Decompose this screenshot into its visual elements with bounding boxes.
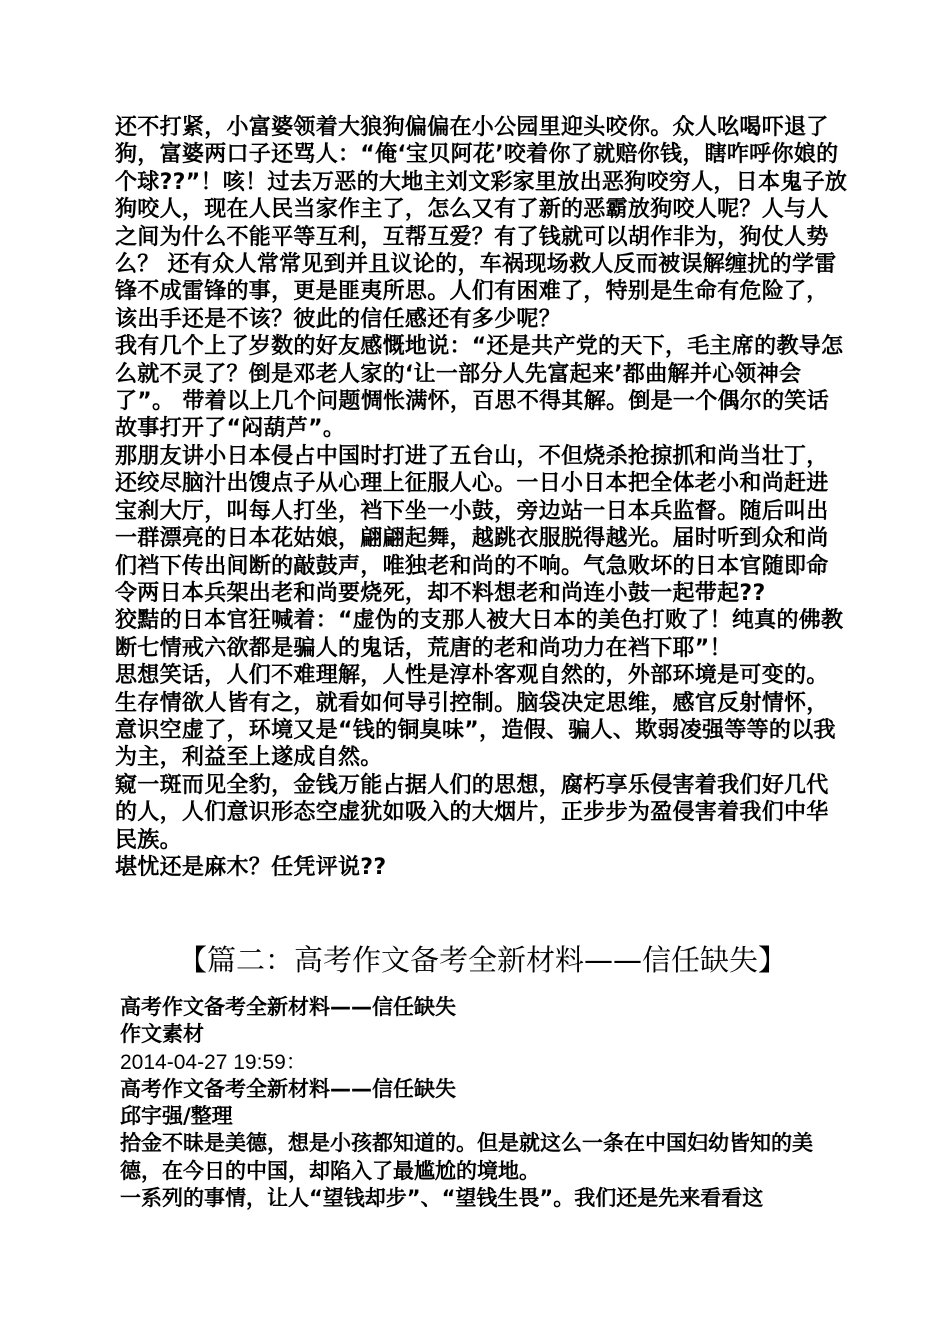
section-two [120, 994, 850, 1212]
article-title-repeat: 高考作文备考全新材料——信任缺失 [120, 1076, 456, 1101]
article-editor: 邱宇强/整理 [120, 1104, 233, 1129]
section-heading: 【篇二：高考作文备考全新材料——信任缺失】 [178, 943, 788, 977]
paragraph: 思想笑话，人们不难理解，人性是淳朴客观自然的，外部环境是可变的。生存情欲人皆有之，就看如何导引控制。脑袋决定思维，感官反射情怀，意识空虚了，环境又是“钱的铜臭味”，造假、骗人、欺弱凌强等等的以我为主，利益至上遂成自然。 [115, 663, 836, 771]
paragraph: 拾金不昧是美德，想是小孩都知道的。但是就这么一条在中国妇幼皆知的美德，在今日的中国，却陷入了最尴尬的境地。 [120, 1131, 813, 1183]
paragraph: 狡黠的日本官狂喊着：“虚伪的支那人被大日本的美色打败了！纯真的佛教断七情戒六欲都是骗人的鬼话，荒唐的老和尚功力在裆下耶”！ [115, 608, 844, 661]
paragraph: 一系列的事情，让人“望钱却步”、“望钱生畏”。我们还是先来看看这 [120, 1186, 764, 1211]
article-category: 作文素材 [120, 1022, 204, 1047]
paragraph: 窥一斑而见全豹，金钱万能占据人们的思想，腐朽享乐侵害着我们好几代的人，人们意识形态空虚犹如吸入的大烟片，正步步为盈侵害着我们中华民族。 [115, 772, 829, 853]
paragraph: 那朋友讲小日本侵占中国时打进了五台山，不但烧杀抢掠抓和尚当壮丁，还绞尽脑汁出馊点子从心理上征服人心。一日小日本把全体老小和尚赶进宝刹大厅，叫每人打坐，裆下坐一小鼓，旁边站一日本兵监督。随后叫出一群漂亮的日本花姑娘，翩翩起舞，越跳衣服脱得越光。届时听到众和尚们裆下传出间断的敲鼓声，唯独老和尚的不响。气急败坏的日本官随即命令两日本兵架出老和尚要烧死，却不料想老和尚连小鼓一起带起?? [115, 443, 829, 606]
article-date: 2014-04-27 19:59： [120, 1050, 307, 1074]
article-body [115, 114, 850, 881]
article-title: 高考作文备考全新材料——信任缺失 [120, 995, 456, 1019]
paragraph: 堪忧还是麻木？任凭评说?? [115, 854, 387, 880]
paragraph: 我有几个上了岁数的好友感慨地说：“还是共产党的天下，毛主席的教导怎么就不灵了？倒是邓老人家的‘让一部分人先富起来’都曲解并心领神会了”。 带着以上几个问题惆怅满怀，百思不得其解。倒是一个偶尔的笑话故事打开了“闷葫芦”。 [115, 334, 844, 442]
paragraph: 还不打紧，小富婆领着大狼狗偏偏在小公园里迎头咬你。众人吆喝吓退了狗，富婆两口子还骂人：“俺‘宝贝阿花’咬着你了就赔你钱，瞎咋呼你娘的个球??”！咳！过去万恶的大地主刘文彩家里放出恶狗咬穷人，日本鬼子放狗咬人，现在人民当家作主了，怎么又有了新的恶霸放狗咬人呢？人与人之间为什么不能平等互利，互帮互爱？有了钱就可以胡作非为，狗仗人势么？ 还有众人常常见到并且议论的，车祸现场救人反而被误解缠扰的学雷锋不成雷锋的事，更是匪夷所思。人们有困难了，特别是生命有危险了，该出手还是不该？彼此的信任感还有多少呢？ [115, 115, 848, 332]
